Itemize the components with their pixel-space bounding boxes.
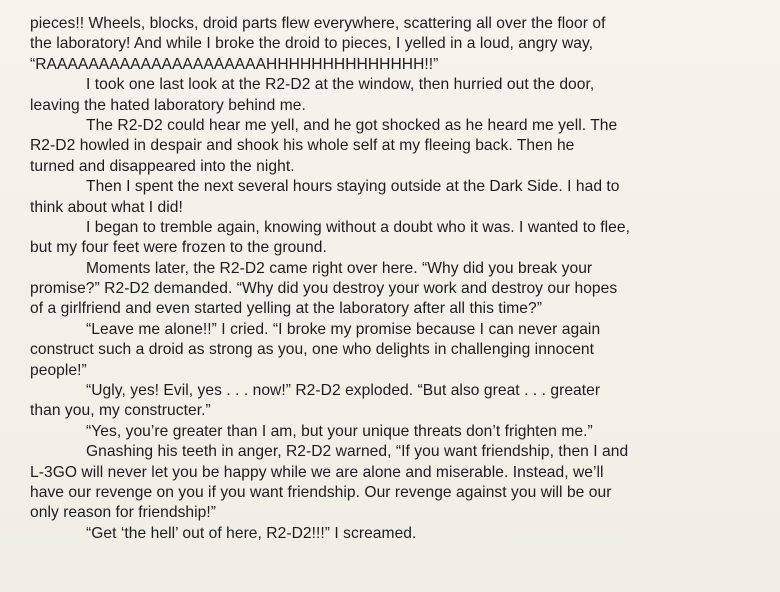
- text-line: the laboratory! And while I broke the droid to pieces, I yelled in a loud, angry way,: [30, 35, 594, 53]
- text-line: pieces!! Wheels, blocks, droid parts flew everywhere, scattering all over the floor of: [30, 15, 606, 32]
- text-line: think about what I did!: [30, 198, 183, 216]
- text-line: R2-D2 howled in despair and shook his whole self at my fleeing back. Then he: [30, 137, 575, 155]
- text-line: The R2-D2 could hear me yell, and he got shocked as he heard me yell. The: [86, 116, 618, 134]
- text-line: “Ugly, yes! Evil, yes . . . now!” R2-D2 exploded. “But also great . . . greater: [86, 382, 601, 400]
- text-line: of a girlfriend and even started yelling at the laboratory after all this time?”: [30, 300, 542, 318]
- text-line: I began to tremble again, knowing without a doubt who it was. I wanted to flee,: [86, 218, 630, 236]
- text-line: Gnashing his teeth in anger, R2-D2 warned, “If you want friendship, then I and: [86, 443, 629, 461]
- text-line: “Yes, you’re greater than I am, but your unique threats don’t frighten me.”: [86, 422, 593, 440]
- text-line: leaving the hated laboratory behind me.: [30, 96, 306, 114]
- text-line: than you, my constructer.”: [30, 402, 211, 420]
- text-line: people!”: [30, 361, 87, 379]
- text-line: but my four feet were frozen to the ground.: [30, 239, 327, 257]
- text-line: Moments later, the R2-D2 came right over here. “Why did you break your: [86, 259, 593, 277]
- text-line: I took one last look at the R2-D2 at the window, then hurried out the door,: [86, 76, 595, 94]
- text-line: only reason for friendship!”: [30, 504, 217, 522]
- story-text: [30, 14, 730, 544]
- text-line: L-3GO will never let you be happy while we are alone and miserable. Instead, we’ll: [30, 463, 604, 481]
- text-line: construct such a droid as strong as you, one who delights in challenging innocent: [30, 341, 595, 359]
- text-line: “Leave me alone!!” I cried. “I broke my promise because I can never again: [86, 320, 601, 338]
- text-line: have our revenge on you if you want friendship. Our revenge against you will be our: [30, 483, 612, 501]
- text-line: “Get ‘the hell’ out of here, R2-D2!!!” I screamed.: [86, 524, 417, 542]
- text-line: Then I spent the next several hours staying outside at the Dark Side. I had to: [86, 178, 620, 196]
- text-line: turned and disappeared into the night.: [30, 157, 295, 175]
- text-line: promise?” R2-D2 demanded. “Why did you destroy your work and destroy our hopes: [30, 280, 618, 298]
- text-line: “RAAAAAAAAAAAAAAAAAAAAAHHHHHHHHHHHHHH!!”: [30, 55, 439, 73]
